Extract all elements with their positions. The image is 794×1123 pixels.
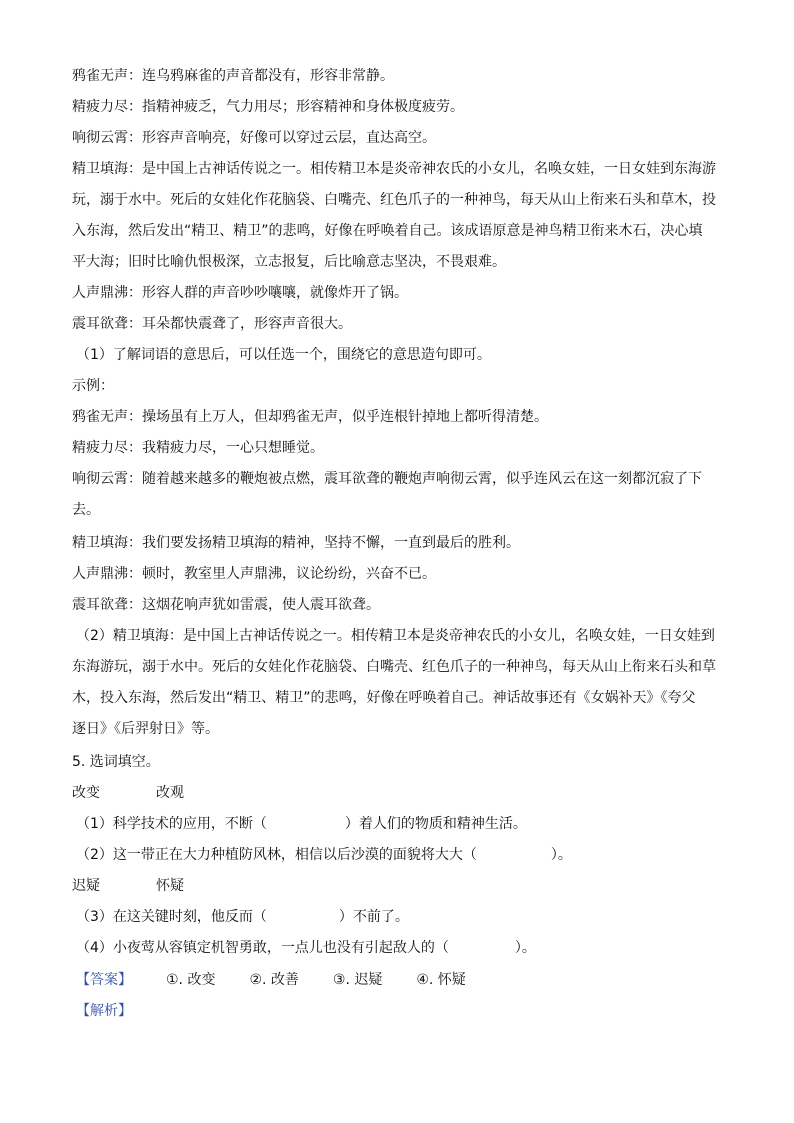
- sentence-part: （2）这一带正在大力种植防风林，相信以后沙漠的面貌将大大（: [76, 847, 477, 863]
- word-choices-1: [72, 784, 732, 802]
- word-choices-2: [72, 877, 732, 895]
- word-choice: 改变: [72, 785, 100, 801]
- example-sentence-continued: 去。: [72, 502, 100, 518]
- definition-line: 人声鼎沸：形容人群的声音吵吵嚷嚷，就像炸开了锅。: [72, 285, 408, 301]
- example-sentence: 人声鼎沸：顿时，教室里人声鼎沸，议论纷纷，兴奋不已。: [72, 566, 436, 582]
- word-choice: 迟疑: [72, 878, 100, 894]
- example-sentence: 响彻云霄：随着越来越多的鞭炮被点燃，震耳欲聋的鞭炮声响彻云霄，似乎连风云在这一刻都沉寂了下: [72, 471, 702, 487]
- example-sentence: 精卫填海：我们要发扬精卫填海的精神，坚持不懈，一直到最后的胜利。: [72, 535, 520, 551]
- analysis-question-2: （2）精卫填海：是中国上古神话传说之一。相传精卫本是炎帝神农氏的小女儿，名唤女娃，一日女娃到: [76, 628, 715, 644]
- answer-label: 【答案】: [76, 972, 132, 988]
- analysis-label: 【解析】: [76, 1003, 132, 1019]
- sentence-part: （3）在这关键时刻，他反而（: [76, 909, 267, 925]
- fill-blank-sentence-4: [76, 939, 736, 957]
- definition-line: 震耳欲聋：耳朵都快震聋了，形容声音很大。: [72, 316, 352, 332]
- definition-line: 鸦雀无声：连乌鸦麻雀的声音都没有，形容非常静。: [72, 68, 394, 84]
- definition-line: 入东海，然后发出“精卫、精卫”的悲鸣，好像在呼唤着自己。该成语原意是神鸟精卫衔来木石，决心填: [72, 223, 703, 239]
- sentence-part: ）。: [514, 940, 536, 956]
- definition-line: 精卫填海：是中国上古神话传说之一。相传精卫本是炎帝神农氏的小女儿，名唤女娃，一日女娃到东海游: [72, 161, 716, 177]
- example-sentence: 精疲力尽：我精疲力尽，一心只想睡觉。: [72, 440, 324, 456]
- sentence-part: ）。: [550, 847, 572, 863]
- definition-line: 响彻云霄：形容声音响亮，好像可以穿过云层，直达高空。: [72, 130, 436, 146]
- example-sentence: 震耳欲聋：这烟花响声犹如雷震，使人震耳欲聋。: [72, 597, 380, 613]
- answer-item: ③. 迟疑: [332, 972, 383, 988]
- fill-blank-sentence-3: [76, 908, 736, 926]
- definition-line: 玩，溺于水中。死后的女娃化作花脑袋、白嘴壳、红色爪子的一种神鸟，每天从山上衔来石头和草木，投: [72, 192, 716, 208]
- analysis-question-2-line: 逐日》《后羿射日》等。: [72, 721, 219, 737]
- sentence-part: （4）小夜莺从容镇定机智勇敢，一点儿也没有引起敌人的（: [76, 940, 449, 956]
- fill-blank-sentence-1: [76, 815, 736, 833]
- analysis-question-1: （1）了解词语的意思后，可以任选一个，围绕它的意思造句即可。: [76, 347, 491, 363]
- word-choice: 改观: [156, 785, 184, 801]
- answer-row: [76, 971, 736, 989]
- answer-item: ②. 改善: [249, 972, 299, 988]
- example-label: 示例：: [72, 378, 114, 394]
- analysis-question-2-line: 木，投入东海，然后发出“精卫、精卫”的悲鸣，好像在呼唤着自己。神话故事还有《女娲补天》《夸父: [72, 690, 696, 706]
- definition-line: 平大海；旧时比喻仇恨极深，立志报复，后比喻意志坚决，不畏艰难。: [72, 254, 506, 270]
- definition-line: 精疲力尽：指精神疲乏，气力用尽；形容精神和身体极度疲劳。: [72, 99, 464, 115]
- sentence-part: （1）科学技术的应用，不断（: [76, 816, 267, 832]
- fill-blank-sentence-2: [76, 846, 736, 864]
- answer-item: ①. 改变: [166, 972, 216, 988]
- answer-item: ④. 怀疑: [416, 972, 466, 988]
- sentence-part: ）着人们的物质和精神生活。: [344, 816, 527, 832]
- example-sentence: 鸦雀无声：操场虽有上万人，但却鸦雀无声，似乎连根针掉地上都听得清楚。: [72, 409, 548, 425]
- sentence-part: ）不前了。: [338, 909, 409, 925]
- question-5-title: 5. 选词填空。: [72, 754, 160, 770]
- analysis-question-2-line: 东海游玩，溺于水中。死后的女娃化作花脑袋、白嘴壳、红色爪子的一种神鸟，每天从山上衔来石头和草: [72, 659, 716, 675]
- word-choice: 怀疑: [156, 878, 184, 894]
